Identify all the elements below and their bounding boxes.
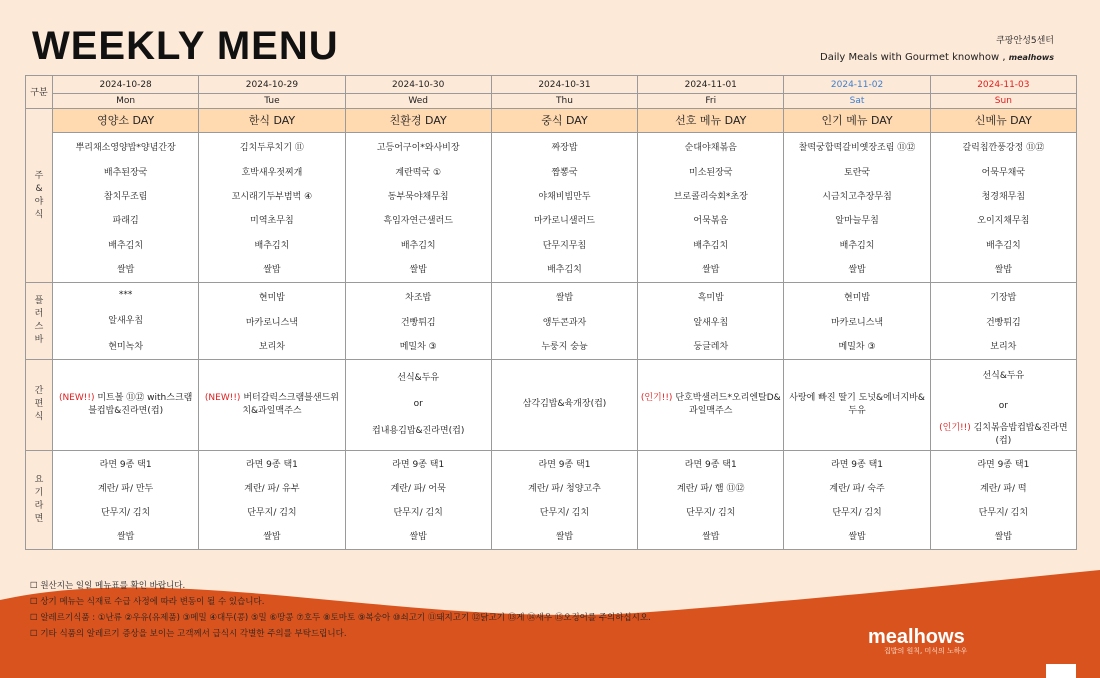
section-label-text bbox=[26, 385, 52, 424]
snack-item bbox=[640, 392, 781, 418]
menu-item: 브로콜리숙회*초장 bbox=[673, 192, 748, 203]
corner-box bbox=[1046, 664, 1076, 678]
plus-row bbox=[26, 283, 1077, 360]
ramen-cell bbox=[784, 450, 930, 549]
menu-item: 뿌리채소영양밥*양념간장 bbox=[75, 143, 176, 154]
menu-item: 계란/ 파/ 숙주 bbox=[829, 484, 885, 495]
section-label-char: 면 bbox=[34, 513, 44, 524]
menu-item: 청경채무침 bbox=[981, 192, 1026, 203]
menu-item: 단무지/ 김치 bbox=[247, 508, 297, 519]
menu-item: 찰떡궁합떡갈비옛장조림 ⑪⑫ bbox=[798, 143, 916, 154]
date-row bbox=[26, 76, 1077, 94]
snack-cell bbox=[491, 359, 637, 450]
menu-item: 쌀밥 bbox=[263, 265, 281, 276]
menu-item: 메밀차 ③ bbox=[838, 342, 876, 353]
snack-text: 버터갈릭스크램블샌드위치&과일맥주스 bbox=[240, 392, 339, 416]
new-tag: (NEW!!) bbox=[58, 392, 95, 403]
new-tag: (인기!!) bbox=[939, 422, 971, 433]
menu-item: 계란/ 파/ 만두 bbox=[98, 484, 154, 495]
ramen-cell bbox=[345, 450, 491, 549]
menu-item: 시금치고추장무침 bbox=[822, 192, 892, 203]
menu-item: 라면 9종 택1 bbox=[977, 460, 1030, 471]
section-label-char: 플 bbox=[34, 296, 44, 307]
menu-item: 순대야채볶음 bbox=[684, 143, 737, 154]
menu-item: 컵내용김밥&진라면(컵) bbox=[372, 426, 465, 437]
menu-item: 선식&두유 bbox=[397, 372, 440, 383]
menu-item: 배추김치 bbox=[693, 240, 729, 251]
menu-item: 계란/ 파/ 햄 ⑪⑫ bbox=[677, 484, 745, 495]
menu-item: 쌀밥 bbox=[409, 532, 427, 543]
menu-item: 메밀차 ③ bbox=[399, 342, 437, 353]
section-label-char: 식 bbox=[34, 209, 44, 220]
ramen-cell bbox=[930, 450, 1076, 549]
day-cell: Mon bbox=[53, 94, 199, 108]
snack-cell bbox=[345, 359, 491, 450]
section-label bbox=[26, 108, 53, 283]
section-label-text bbox=[26, 295, 52, 347]
ramen-cell bbox=[199, 450, 345, 549]
menu-item: 쌀밥 bbox=[994, 265, 1013, 276]
menu-item: 단무지무침 bbox=[542, 240, 587, 251]
section-label-char: 간 bbox=[34, 386, 44, 397]
ramen-list bbox=[199, 452, 344, 548]
menu-item: 단무지/ 김치 bbox=[393, 508, 443, 519]
menu-item: 건빵튀김 bbox=[400, 317, 436, 328]
menu-item: 단무지/ 김치 bbox=[100, 508, 151, 519]
section-label-char: 요 bbox=[34, 474, 44, 485]
page-title: WEEKLY MENU bbox=[32, 24, 339, 68]
menu-item: 계란떡국 ① bbox=[395, 167, 442, 178]
main-cell bbox=[638, 133, 784, 283]
menu-item: 계란/ 파/ 어묵 bbox=[390, 484, 446, 495]
snack-text: 김치볶음밥컵밥&진라면(컵) bbox=[970, 422, 1068, 446]
menu-item: 계란/ 파/ 떡 bbox=[980, 484, 1027, 495]
section-label-text bbox=[26, 170, 52, 222]
main-list bbox=[492, 135, 637, 281]
date-cell: 2024-10-31 bbox=[491, 76, 637, 94]
ramen-cell bbox=[638, 450, 784, 549]
theme-cell: 신메뉴 DAY bbox=[930, 108, 1076, 133]
theme-cell: 선호 메뉴 DAY bbox=[638, 108, 784, 133]
section-label-char: 주 bbox=[34, 170, 44, 181]
snack-content bbox=[786, 392, 927, 418]
notes bbox=[30, 578, 651, 642]
main-cell bbox=[930, 133, 1076, 283]
ramen-list bbox=[53, 452, 198, 548]
note-line: ☐ 상기 메뉴는 식재료 수급 사정에 따라 변동이 될 수 있습니다. bbox=[30, 597, 265, 607]
menu-item: or bbox=[413, 399, 423, 410]
date-cell: 2024-11-02 bbox=[784, 76, 930, 94]
menu-item: 쌀밥 bbox=[116, 532, 135, 543]
menu-item: 앵두콘과자 bbox=[542, 317, 587, 328]
menu-item: 단무지/ 김치 bbox=[686, 508, 736, 519]
snack-text: 삼각김밥&육개장(컵) bbox=[522, 399, 607, 410]
menu-item: 단무지/ 김치 bbox=[832, 508, 882, 519]
menu-item: 동부묵야채무침 bbox=[387, 192, 449, 203]
menu-item: 호박새우젓찌개 bbox=[241, 167, 303, 178]
menu-item: 꼬시래기두부범벅 ④ bbox=[231, 192, 313, 203]
new-tag: (NEW!!) bbox=[204, 392, 241, 403]
section-label-char: 야 bbox=[34, 196, 44, 207]
menu-item: 고등어구이*와사비장 bbox=[376, 143, 460, 154]
menu-item: 선식&두유 bbox=[982, 371, 1025, 382]
snack-cell bbox=[199, 359, 345, 450]
note-line: ☐ 알레르기식품 : ①난류 ②우유(유제품) ③메밀 ④대두(콩) ⑤밀 ⑥땅콩 ⑦호두 ⑧토마토 ⑨복숭아 ⑩쇠고기 ⑪돼지고기 ⑫닭고기 ⑬게 ⑭새우 ⑮오징어를 주의하십시오. bbox=[30, 613, 651, 623]
main-list bbox=[931, 135, 1076, 281]
main-cell bbox=[491, 133, 637, 283]
menu-item: 짜장밥 bbox=[551, 143, 578, 154]
menu-item: 어묵볶음 bbox=[693, 216, 729, 227]
menu-item: 어묵무채국 bbox=[981, 167, 1026, 178]
theme-cell: 인기 메뉴 DAY bbox=[784, 108, 930, 133]
menu-item: 쌀밥 bbox=[994, 532, 1013, 543]
menu-item: 토란국 bbox=[844, 167, 871, 178]
section-label-char: 식 bbox=[34, 412, 44, 423]
tagline-text: Daily Meals with Gourmet knowhow , bbox=[820, 52, 1006, 63]
day-cell: Tue bbox=[199, 94, 345, 108]
menu-item: 짬뽕국 bbox=[551, 167, 578, 178]
menu-item: 쌀밥 bbox=[116, 265, 135, 276]
day-cell: Sat bbox=[784, 94, 930, 108]
ramen-list bbox=[931, 452, 1076, 548]
note-line: ☐ 기타 식품의 알레르기 증상을 보이는 고객께서 급식시 각별한 주의를 부탁드립니다. bbox=[30, 629, 347, 639]
day-cell: Wed bbox=[345, 94, 491, 108]
day-cell: Fri bbox=[638, 94, 784, 108]
menu-item: 현미녹차 bbox=[108, 341, 144, 352]
section-label-char: 바 bbox=[34, 335, 44, 346]
menu-item: 김치두루치기 ⑪ bbox=[239, 143, 304, 154]
menu-item: 쌀밥 bbox=[409, 265, 427, 276]
ramen-list bbox=[784, 452, 929, 548]
day-row bbox=[26, 94, 1077, 108]
ramen-list bbox=[638, 452, 783, 548]
menu-item: 배추김치 bbox=[108, 240, 144, 251]
section-label bbox=[26, 283, 53, 360]
section-label-char: 편 bbox=[34, 399, 44, 410]
date-cell: 2024-11-03 bbox=[930, 76, 1076, 94]
main-list bbox=[784, 135, 929, 281]
menu-item: 쌀밥 bbox=[702, 265, 720, 276]
menu-item: 흑임자연근샐러드 bbox=[383, 216, 453, 227]
menu-item: 계란/ 파/ 청양고추 bbox=[528, 484, 601, 495]
menu-item: 마카로니스낵 bbox=[830, 317, 884, 328]
mealhows-logo: mealhows bbox=[868, 626, 965, 648]
menu-item: 보리차 bbox=[258, 342, 285, 353]
menu-item: 흑미밥 bbox=[697, 292, 724, 303]
menu-item: 배추김치 bbox=[985, 240, 1021, 251]
menu-item: 기장밥 bbox=[990, 292, 1017, 303]
snack-cell bbox=[53, 359, 199, 450]
section-label-char: & bbox=[35, 183, 43, 194]
theme-cell: 중식 DAY bbox=[491, 108, 637, 133]
menu-item: 배추김치 bbox=[400, 240, 436, 251]
section-label-char: 기 bbox=[34, 487, 44, 498]
menu-item: 차조밥 bbox=[405, 292, 432, 303]
new-tag: (인기!!) bbox=[640, 392, 673, 403]
tagline-brand: mealhows bbox=[1008, 53, 1054, 62]
snack-text: 사랑에 빠진 딸기 도넛&에너지바&두유 bbox=[789, 392, 925, 416]
menu-item: 라면 9종 택1 bbox=[831, 460, 884, 471]
menu-item: 라면 9종 택1 bbox=[99, 460, 152, 471]
menu-item: 단무지/ 김치 bbox=[978, 508, 1029, 519]
menu-item: 쌀밥 bbox=[555, 292, 574, 303]
snack-text: 미트볼 ⑪⑫ with스크램블컵밥&진라면(컵) bbox=[88, 392, 193, 416]
snack-content bbox=[201, 392, 342, 418]
main-row bbox=[26, 133, 1077, 283]
section-label-char: 스 bbox=[34, 322, 44, 333]
menu-item: 배추김치 bbox=[839, 240, 875, 251]
menu-item: 배추된장국 bbox=[103, 167, 148, 178]
ramen-list bbox=[492, 452, 637, 548]
plus-list bbox=[931, 284, 1076, 358]
snack-cell bbox=[638, 359, 784, 450]
plus-cell bbox=[199, 283, 345, 360]
section-label-text bbox=[26, 474, 52, 526]
date-cell: 2024-10-29 bbox=[199, 76, 345, 94]
menu-item: 쌀밥 bbox=[555, 532, 574, 543]
plus-cell bbox=[53, 283, 199, 360]
menu-item: 참치무조림 bbox=[103, 192, 148, 203]
menu-item: 알새우칩 bbox=[693, 317, 729, 328]
snack-content bbox=[348, 365, 489, 445]
snack-content bbox=[55, 392, 196, 418]
menu-item: 쌀밥 bbox=[848, 265, 866, 276]
plus-cell bbox=[930, 283, 1076, 360]
main-cell bbox=[345, 133, 491, 283]
plus-cell bbox=[491, 283, 637, 360]
snack-row bbox=[26, 359, 1077, 450]
weekly-menu-table bbox=[25, 75, 1077, 550]
day-cell: Sun bbox=[930, 94, 1076, 108]
menu-item: 라면 9종 택1 bbox=[538, 460, 591, 471]
main-cell bbox=[784, 133, 930, 283]
menu-item: 라면 9종 택1 bbox=[245, 460, 298, 471]
menu-item: 미역초무침 bbox=[250, 216, 294, 227]
ramen-row bbox=[26, 450, 1077, 549]
main-cell bbox=[53, 133, 199, 283]
plus-list bbox=[492, 284, 637, 358]
menu-item: 라면 9종 택1 bbox=[392, 460, 445, 471]
date-cell: 2024-10-30 bbox=[345, 76, 491, 94]
menu-item: 누룽지 숭늉 bbox=[541, 342, 588, 353]
menu-item: 쌀밥 bbox=[848, 532, 866, 543]
main-list bbox=[53, 135, 198, 281]
corner-label: 구분 bbox=[26, 76, 53, 109]
menu-item: 오이지채무침 bbox=[977, 216, 1030, 227]
section-label bbox=[26, 359, 53, 450]
plus-cell bbox=[784, 283, 930, 360]
menu-item: 배추김치 bbox=[254, 240, 290, 251]
date-cell: 2024-11-01 bbox=[638, 76, 784, 94]
menu-item: 마카로니샐러드 bbox=[534, 216, 595, 227]
snack-lines bbox=[933, 362, 1074, 422]
snack-item bbox=[933, 422, 1074, 448]
theme-cell: 친환경 DAY bbox=[345, 108, 491, 133]
snack-content bbox=[640, 392, 781, 418]
date-cell: 2024-10-28 bbox=[53, 76, 199, 94]
menu-item: 현미밥 bbox=[258, 292, 285, 303]
theme-cell: 한식 DAY bbox=[199, 108, 345, 133]
plus-cell bbox=[638, 283, 784, 360]
menu-item: *** bbox=[118, 290, 133, 301]
menu-item: 마카로니스낵 bbox=[245, 317, 298, 328]
snack-item bbox=[786, 392, 927, 418]
logo-subtitle: 집밥의 원칙, 미식의 노하우 bbox=[884, 647, 968, 655]
tagline bbox=[820, 52, 1054, 63]
day-cell: Thu bbox=[491, 94, 637, 108]
snack-text: 단호박샐러드*오리엔탈D&과일맥주스 bbox=[672, 392, 781, 416]
menu-item: 현미밥 bbox=[844, 292, 871, 303]
section-label-char: 러 bbox=[34, 309, 44, 320]
menu-item: 쌀밥 bbox=[263, 532, 281, 543]
center-name: 쿠팡안성5센터 bbox=[996, 36, 1054, 46]
ramen-cell bbox=[53, 450, 199, 549]
plus-list bbox=[53, 284, 198, 358]
ramen-cell bbox=[491, 450, 637, 549]
menu-item: 미소된장국 bbox=[689, 167, 733, 178]
snack-item bbox=[494, 398, 635, 411]
section-label-char: 라 bbox=[34, 500, 44, 511]
menu-item: 야채비빔만두 bbox=[538, 192, 591, 203]
theme-cell: 영양소 DAY bbox=[53, 108, 199, 133]
menu-item: 배추김치 bbox=[547, 265, 582, 276]
main-list bbox=[199, 135, 344, 281]
snack-content bbox=[933, 362, 1074, 448]
plus-cell bbox=[345, 283, 491, 360]
menu-item: 파래김 bbox=[112, 216, 139, 227]
plus-list bbox=[346, 284, 491, 358]
plus-list bbox=[199, 284, 344, 358]
main-list bbox=[638, 135, 783, 281]
plus-list bbox=[784, 284, 929, 358]
menu-item: 단무지/ 김치 bbox=[539, 508, 590, 519]
section-label bbox=[26, 450, 53, 549]
snack-content bbox=[494, 398, 635, 411]
menu-item: 쌀밥 bbox=[702, 532, 720, 543]
menu-item: 라면 9종 택1 bbox=[684, 460, 737, 471]
menu-item: 계란/ 파/ 유부 bbox=[244, 484, 300, 495]
snack-lines bbox=[348, 365, 489, 445]
menu-item: 둥글레차 bbox=[693, 342, 729, 353]
plus-list bbox=[638, 284, 783, 358]
menu-item: 갈릭칩깐풍강정 ⑪⑫ bbox=[962, 143, 1045, 154]
snack-item bbox=[55, 392, 196, 418]
menu-item: 알새우칩 bbox=[108, 316, 144, 327]
note-line: ☐ 원산지는 일일 메뉴표를 확인 바랍니다. bbox=[30, 581, 186, 591]
menu-item: 보리차 bbox=[990, 342, 1017, 353]
snack-cell bbox=[930, 359, 1076, 450]
snack-item bbox=[201, 392, 342, 418]
main-cell bbox=[199, 133, 345, 283]
menu-item: 알마늘무침 bbox=[835, 216, 879, 227]
menu-item: 건빵튀김 bbox=[985, 317, 1021, 328]
theme-row bbox=[26, 108, 1077, 133]
snack-cell bbox=[784, 359, 930, 450]
main-list bbox=[346, 135, 491, 281]
ramen-list bbox=[346, 452, 491, 548]
menu-item: or bbox=[998, 401, 1008, 412]
